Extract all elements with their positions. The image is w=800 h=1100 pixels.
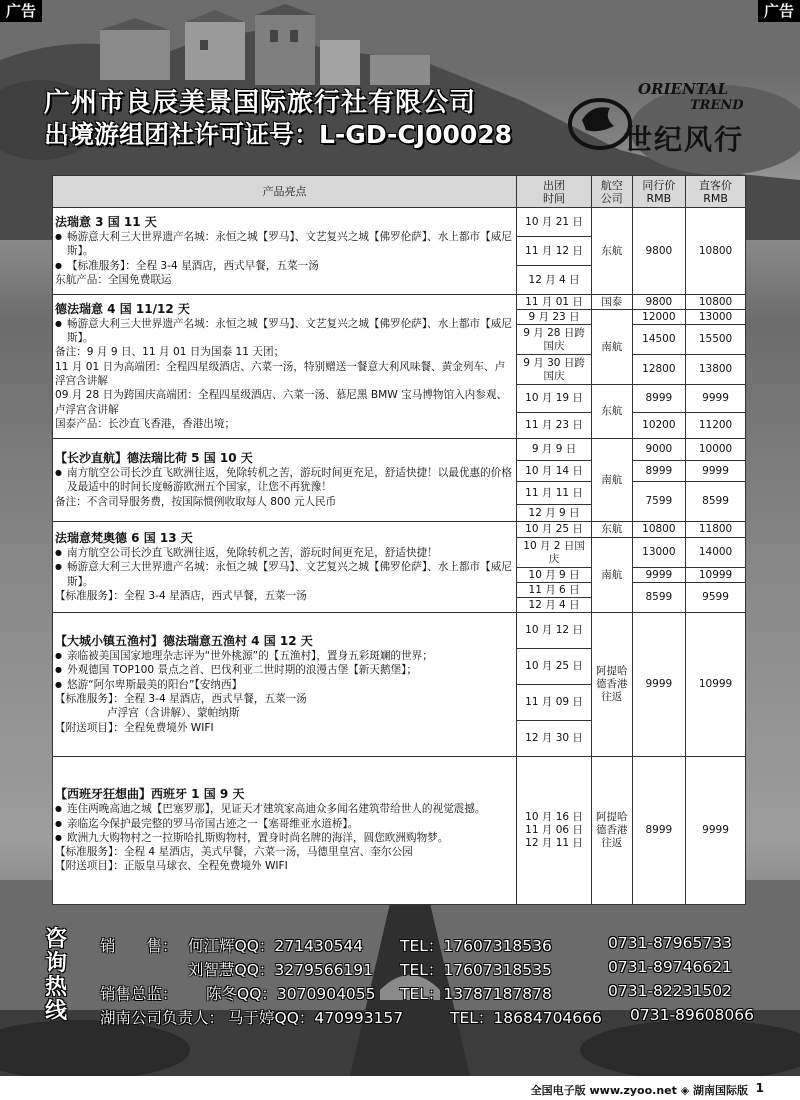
contact-name-qq: 刘智慧QQ：3279566191 (188, 961, 374, 979)
direct-price: 11200 (686, 413, 746, 439)
departure-date: 12 月 11 日 (525, 837, 583, 849)
contact-tel: TEL：18684704666 (450, 1009, 602, 1027)
departure-date: 11 月 11 日 (517, 482, 592, 505)
table-row (53, 208, 746, 237)
tour-line: ● 畅游意大利三大世界遗产名城：永恒之城【罗马】、文艺复兴之城【佛罗伦萨】、水上都市【威尼斯】。 (55, 317, 514, 346)
tour-line: 东航产品：全国免费联运 (55, 273, 172, 286)
airline: 国泰 (591, 295, 632, 310)
tour-line: 09 月 28 日为跨国庆高端团：全程四星级酒店、六菜一汤、慕尼黑 BMW 宝马博物馆入内参观、卢浮宫含讲解 (55, 389, 508, 416)
table-row (53, 522, 746, 538)
contact-role: 湖南公司负责人： (100, 1009, 225, 1027)
table-row (53, 757, 746, 905)
departure-date: 9 月 23 日 (517, 310, 592, 325)
peer-price: 13000 (632, 538, 685, 568)
tour-line: ● 连住两晚高迪之城【巴塞罗那】，见证天才建筑家高迪众多闻名建筑带给世人的视觉震撼。 (55, 802, 514, 816)
tour-line: ● 南方航空公司长沙直飞欧洲往返，免除转机之苦，游玩时间更充足，舒适快捷！ (55, 546, 514, 560)
direct-price: 10999 (686, 613, 746, 757)
tour-line: 【附送项目】：正版皇马球衣、全程免费境外 WIFI (55, 860, 288, 873)
tour-line: ● 【标准服务】：全程 3-4 星酒店，西式早餐，五菜一汤 (55, 259, 514, 273)
departure-date: 10 月 25 日 (517, 649, 592, 685)
peer-price: 9800 (632, 295, 685, 310)
tour-line: ● 亲临迄今保护最完整的罗马帝国古迹之一【塞哥维亚水道桥】。 (55, 817, 514, 831)
table-row (53, 295, 746, 310)
departure-date: 12 月 4 日 (517, 266, 592, 295)
tour-description (53, 295, 517, 439)
direct-price: 15500 (686, 325, 746, 355)
brand-logo (568, 80, 768, 170)
peer-price: 8999 (632, 757, 685, 905)
departure-dates (517, 757, 592, 905)
peer-price: 9800 (632, 208, 685, 295)
tour-line: 11 月 01 日为高端团：全程四星级酒店、六菜一汤，特别赠送一餐意大利风味餐、黄金列车、卢浮宫含讲解 (55, 360, 506, 387)
direct-price: 9999 (686, 461, 746, 482)
header-direct-price: 直客价 RMB (686, 176, 746, 208)
tour-line: 备注：9 月 9 日、11 月 01 日为国泰 11 天团； (55, 346, 285, 359)
tour-title: 法瑞意梵奥德 6 国 13 天 (55, 530, 193, 545)
tour-line: 【标准服务】：全程 3-4 星酒店，西式早餐，五菜一汤 (55, 589, 307, 602)
departure-date: 11 月 06 日 (525, 824, 583, 836)
peer-price: 10800 (632, 522, 685, 538)
airline: 南航 (591, 439, 632, 522)
tour-description (53, 757, 517, 905)
brand-mark-icon (568, 90, 632, 154)
contact-tel: TEL：17607318536 (400, 937, 552, 955)
peer-price: 14500 (632, 325, 685, 355)
direct-price: 14000 (686, 538, 746, 568)
tour-line: 【标准服务】：全程 3-4 星酒店，西式早餐，五菜一汤 (55, 693, 307, 705)
peer-price: 9999 (632, 613, 685, 757)
peer-price: 12000 (632, 310, 685, 325)
tour-title: 法瑞意 3 国 11 天 (55, 214, 157, 229)
departure-date: 12 月 9 日 (517, 505, 592, 522)
header-highlights: 产品亮点 (53, 176, 517, 208)
direct-price: 9599 (686, 583, 746, 613)
peer-price: 12800 (632, 355, 685, 385)
airline: 南航 (591, 310, 632, 385)
tour-line: ● 亲临被美国国家地理杂志评为“世外桃源”的【五渔村】，置身五彩斑斓的世界； (55, 649, 514, 663)
tour-description (53, 439, 517, 522)
contact-role: 销 售： (100, 937, 178, 955)
departure-date: 10 月 25 日 (517, 522, 592, 538)
license-number: 出境游组团社许可证号：L-GD-CJ00028 (44, 120, 513, 149)
tour-line: ● 外观德国 TOP100 景点之首、巴伐利亚二世时期的浪漫古堡【新天鹅堡】； (55, 663, 514, 677)
tour-line: 备注：不含司导服务费，按国际惯例收取每人 800 元人民币 (55, 495, 337, 508)
airline: 东航 (591, 522, 632, 538)
peer-price: 8999 (632, 461, 685, 482)
departure-date: 9 月 28 日跨国庆 (517, 325, 592, 355)
peer-price: 9999 (632, 568, 685, 583)
tour-title: 【西班牙狂想曲】西班牙 1 国 9 天 (55, 787, 245, 802)
departure-date: 10 月 16 日 (525, 811, 583, 823)
direct-price: 10999 (686, 568, 746, 583)
tour-line: ● 畅游意大利三大世界遗产名城：永恒之城【罗马】、文艺复兴之城【佛罗伦萨】、水上都市【威尼斯】。 (55, 230, 514, 259)
direct-price: 13000 (686, 310, 746, 325)
header-peer-price: 同行价 RMB (632, 176, 685, 208)
contact-phone: 0731-87965733 (608, 934, 732, 952)
contact-name-qq: 陈冬QQ：3070904055 (206, 985, 376, 1003)
direct-price: 10800 (686, 208, 746, 295)
departure-date: 9 月 9 日 (517, 439, 592, 461)
table-row (53, 613, 746, 649)
tour-title: 【长沙直航】德法瑞比荷 5 国 10 天 (55, 451, 253, 466)
tour-line: 【附送项目】：全程免费境外 WIFI (55, 721, 214, 734)
departure-date: 10 月 21 日 (517, 208, 592, 237)
airline: 阿提哈德香港往返 (591, 757, 632, 905)
company-name: 广州市良辰美景国际旅行社有限公司 (44, 88, 477, 118)
tour-description (53, 208, 517, 295)
header-airline: 航空 公司 (591, 176, 632, 208)
departure-date: 11 月 6 日 (517, 583, 592, 598)
departure-date: 10 月 9 日 (517, 568, 592, 583)
contact-phone: 0731-89746621 (608, 958, 732, 976)
direct-price: 10000 (686, 439, 746, 461)
tour-description (53, 613, 517, 757)
airline: 东航 (591, 385, 632, 439)
table-row (53, 439, 746, 461)
direct-price: 13800 (686, 355, 746, 385)
table-header-row (53, 176, 746, 208)
logo-text-trend: TREND (690, 98, 744, 113)
tour-line: ● 南方航空公司长沙直飞欧洲往返，免除转机之苦，游玩时间更充足，舒适快捷！以最优惠的价格及最适中的时间长度畅游欧洲五个国家，让您不再犹豫！ (55, 466, 514, 495)
airline: 南航 (591, 538, 632, 613)
ad-label-left: 广告 (0, 0, 42, 22)
peer-price: 8599 (632, 583, 685, 613)
direct-price: 10800 (686, 295, 746, 310)
departure-date: 10 月 2 日国庆 (517, 538, 592, 568)
logo-text-oriental: ORIENTAL (638, 80, 729, 98)
footer-text: 全国电子版 www.zyoo.net ◈ 湖南国际版 (530, 1084, 748, 1097)
tour-line: ● 欧洲九大购物村之一拉斯哈扎斯购物村，置身时尚名牌的海洋，圆您欧洲购物梦。 (55, 831, 514, 845)
contact-tel: TEL：17607318535 (400, 961, 552, 979)
departure-date: 12 月 4 日 (517, 598, 592, 613)
departure-date: 10 月 19 日 (517, 385, 592, 413)
departure-date: 12 月 30 日 (517, 721, 592, 757)
airline: 东航 (591, 208, 632, 295)
direct-price: 9999 (686, 385, 746, 413)
departure-date: 11 月 01 日 (517, 295, 592, 310)
contact-phone: 0731-82231502 (608, 982, 732, 1000)
departure-date: 10 月 12 日 (517, 613, 592, 649)
contact-tel: TEL：13787187878 (400, 985, 552, 1003)
peer-price: 8999 (632, 385, 685, 413)
tour-price-table (52, 175, 746, 905)
tour-line: ● 畅游意大利三大世界遗产名城：永恒之城【罗马】、文艺复兴之城【佛罗伦萨】、水上都市【威尼斯】。 (55, 560, 514, 589)
tour-line: 【标准服务】：全程 4 星酒店，美式早餐，六菜一汤，马德里皇宫、奎尔公园 (55, 846, 413, 859)
header-departure: 出团 时间 (517, 176, 592, 208)
peer-price: 9000 (632, 439, 685, 461)
contact-name-qq: 何江辉QQ：271430544 (188, 937, 364, 955)
page-number: 1 (755, 1081, 764, 1095)
departure-date: 10 月 14 日 (517, 461, 592, 482)
tour-title: 【大城小镇五渔村】德法瑞意五渔村 4 国 12 天 (55, 634, 313, 649)
hotline-label: 咨询热线 (44, 927, 67, 1024)
departure-date: 11 月 12 日 (517, 237, 592, 266)
departure-date: 11 月 09 日 (517, 685, 592, 721)
tour-line: 卢浮宫（含讲解）、蒙帕纳斯 (107, 707, 240, 720)
peer-price: 10200 (632, 413, 685, 439)
departure-date: 11 月 23 日 (517, 413, 592, 439)
tour-line: 国泰产品：长沙直飞香港，香港出境； (55, 417, 236, 430)
peer-price: 7599 (632, 482, 685, 522)
tour-line: ● 悠游“阿尔卑斯最美的阳台”【安纳西】 (55, 678, 514, 692)
direct-price: 11800 (686, 522, 746, 538)
tour-description (53, 522, 517, 613)
contact-phone: 0731-89608066 (630, 1006, 754, 1024)
tour-title: 德法瑞意 4 国 11/12 天 (55, 301, 190, 316)
direct-price: 9999 (686, 757, 746, 905)
contact-name-qq: 马于婷QQ：470993157 (228, 1009, 404, 1027)
logo-text-chinese: 世纪风行 (624, 123, 745, 156)
departure-date: 9 月 30 日跨国庆 (517, 355, 592, 385)
footer-bar (0, 1076, 800, 1100)
contact-role: 销售总监： (100, 985, 178, 1003)
ad-label-right: 广告 (758, 0, 800, 22)
airline: 阿提哈德香港往返 (591, 613, 632, 757)
direct-price: 8599 (686, 482, 746, 522)
